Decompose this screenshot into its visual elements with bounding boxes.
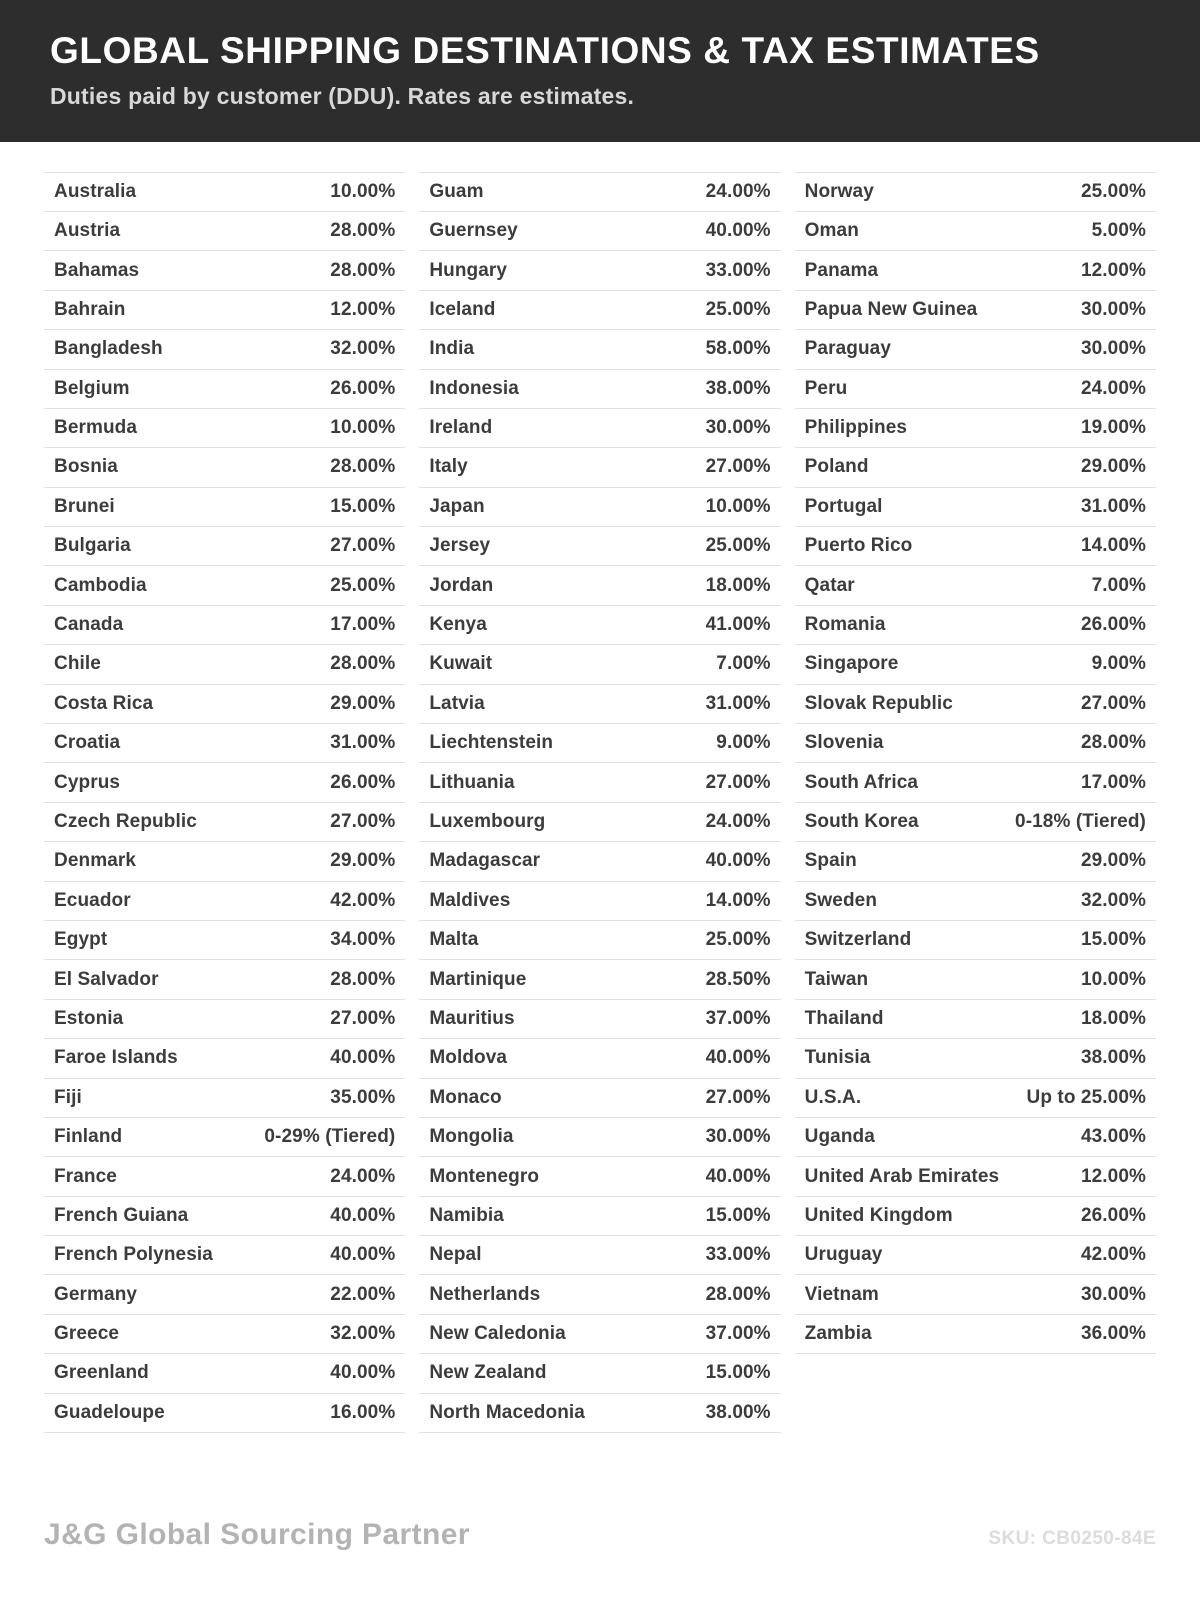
table-row <box>44 803 405 842</box>
country-name: Indonesia <box>429 377 519 399</box>
country-name: Fiji <box>54 1086 82 1108</box>
table-row <box>419 488 780 527</box>
tax-rate: 35.00% <box>330 1086 396 1108</box>
table-row <box>419 527 780 566</box>
table-row <box>795 1000 1156 1039</box>
tax-rate: 41.00% <box>705 614 771 636</box>
table-row <box>44 488 405 527</box>
country-name: Monaco <box>429 1086 502 1108</box>
table-row <box>44 921 405 960</box>
country-name: Guernsey <box>429 220 518 242</box>
table-row <box>419 1157 780 1196</box>
tax-rate: 27.00% <box>330 1007 396 1029</box>
tax-rate: 25.00% <box>705 535 771 557</box>
country-name: Cyprus <box>54 771 121 793</box>
country-name: New Zealand <box>429 1362 547 1384</box>
country-name: Taiwan <box>804 968 869 990</box>
tax-rate: 37.00% <box>705 1323 771 1345</box>
tax-rate: 28.00% <box>330 220 396 242</box>
table-row <box>795 842 1156 881</box>
table-row <box>44 1236 405 1275</box>
tax-rate: 26.00% <box>1080 614 1146 636</box>
tax-rate: 34.00% <box>330 929 396 951</box>
country-name: United Arab Emirates <box>804 1165 1000 1187</box>
country-name: Lithuania <box>429 771 515 793</box>
table-row <box>44 448 405 487</box>
tax-rate: 32.00% <box>1080 889 1146 911</box>
table-row <box>419 409 780 448</box>
tax-rate: 14.00% <box>705 889 771 911</box>
table-row <box>44 212 405 251</box>
table-row <box>795 645 1156 684</box>
country-name: Bulgaria <box>54 535 131 557</box>
tax-rate: 25.00% <box>330 574 396 596</box>
tax-rate: 26.00% <box>330 377 396 399</box>
tax-rate: 24.00% <box>705 810 771 832</box>
country-name: Germany <box>54 1283 138 1305</box>
country-name: Egypt <box>54 929 108 951</box>
rates-table <box>0 142 1200 1518</box>
country-name: Estonia <box>54 1007 124 1029</box>
tax-rate: 32.00% <box>330 1323 396 1345</box>
table-row <box>795 173 1156 212</box>
table-row <box>419 1039 780 1078</box>
tax-rate: 38.00% <box>705 377 771 399</box>
tax-rate: 29.00% <box>330 692 396 714</box>
tax-rate: 14.00% <box>1080 535 1146 557</box>
tax-rate: 40.00% <box>330 1047 396 1069</box>
country-name: Guadeloupe <box>54 1401 165 1423</box>
table-row <box>419 370 780 409</box>
country-name: Japan <box>429 495 485 517</box>
country-name: Namibia <box>429 1204 504 1226</box>
table-row <box>419 173 780 212</box>
country-name: South Korea <box>804 810 919 832</box>
tax-rate: Up to 25.00% <box>1026 1086 1146 1108</box>
tax-rate: 28.50% <box>705 968 771 990</box>
tax-rate: 31.00% <box>330 732 396 754</box>
table-row <box>44 173 405 212</box>
table-row <box>44 527 405 566</box>
country-name: French Polynesia <box>54 1244 213 1266</box>
table-row <box>795 251 1156 290</box>
country-name: Mauritius <box>429 1007 515 1029</box>
table-row <box>44 1354 405 1393</box>
tax-rate: 10.00% <box>705 495 771 517</box>
tax-rate: 40.00% <box>330 1244 396 1266</box>
tax-rate: 40.00% <box>705 1165 771 1187</box>
country-name: Puerto Rico <box>804 535 913 557</box>
tax-rate: 27.00% <box>1080 692 1146 714</box>
country-name: French Guiana <box>54 1204 189 1226</box>
table-row <box>44 1157 405 1196</box>
country-name: Philippines <box>804 417 908 439</box>
tax-rate: 5.00% <box>1091 220 1146 242</box>
table-row <box>795 763 1156 802</box>
table-row <box>795 488 1156 527</box>
table-column-3 <box>795 172 1156 1355</box>
tax-rate: 7.00% <box>716 653 771 675</box>
country-name: Moldova <box>429 1047 508 1069</box>
tax-rate: 25.00% <box>1080 180 1146 202</box>
tax-rate: 30.00% <box>705 417 771 439</box>
tax-rate: 7.00% <box>1091 574 1146 596</box>
table-row <box>795 724 1156 763</box>
tax-rate: 36.00% <box>1080 1323 1146 1345</box>
tax-rate: 33.00% <box>705 1244 771 1266</box>
country-name: Bahamas <box>54 259 140 281</box>
country-name: Nepal <box>429 1244 482 1266</box>
country-name: Italy <box>429 456 468 478</box>
table-row <box>419 1394 780 1433</box>
tax-rate: 58.00% <box>705 338 771 360</box>
country-name: Spain <box>804 850 857 872</box>
table-row <box>795 1197 1156 1236</box>
tax-rate: 32.00% <box>330 338 396 360</box>
tax-rate: 28.00% <box>1080 732 1146 754</box>
table-row <box>795 291 1156 330</box>
country-name: Bahrain <box>54 298 126 320</box>
table-row <box>795 1275 1156 1314</box>
country-name: Latvia <box>429 692 485 714</box>
tax-rate: 16.00% <box>330 1401 396 1423</box>
table-column-2 <box>419 172 780 1434</box>
country-name: Mongolia <box>429 1126 514 1148</box>
tax-rate: 30.00% <box>1080 298 1146 320</box>
tax-rate: 30.00% <box>705 1126 771 1148</box>
table-row <box>795 921 1156 960</box>
table-row <box>44 842 405 881</box>
country-name: Belgium <box>54 377 130 399</box>
table-row <box>44 685 405 724</box>
country-name: Norway <box>804 180 874 202</box>
country-name: Sweden <box>804 889 878 911</box>
tax-rate: 33.00% <box>705 259 771 281</box>
tax-rate: 27.00% <box>705 771 771 793</box>
tax-rate: 29.00% <box>1080 850 1146 872</box>
table-row <box>795 409 1156 448</box>
tax-rate: 10.00% <box>330 417 396 439</box>
country-name: Maldives <box>429 889 511 911</box>
country-name: South Africa <box>804 771 919 793</box>
country-name: Bangladesh <box>54 338 163 360</box>
table-row <box>419 1000 780 1039</box>
tax-rate: 9.00% <box>1091 653 1146 675</box>
country-name: Brunei <box>54 495 115 517</box>
table-row <box>419 1275 780 1314</box>
table-row <box>419 724 780 763</box>
tax-rate: 22.00% <box>330 1283 396 1305</box>
country-name: Finland <box>54 1126 123 1148</box>
table-row <box>419 685 780 724</box>
table-row <box>795 1315 1156 1354</box>
country-name: Tunisia <box>804 1047 871 1069</box>
country-name: Portugal <box>804 495 883 517</box>
brand-name: J&G Global Sourcing Partner <box>44 1518 470 1551</box>
country-name: Croatia <box>54 732 121 754</box>
country-name: Austria <box>54 220 121 242</box>
tax-rate: 18.00% <box>705 574 771 596</box>
tax-rate: 40.00% <box>705 850 771 872</box>
table-row <box>419 1236 780 1275</box>
country-name: Liechtenstein <box>429 732 554 754</box>
page-subtitle: Duties paid by customer (DDU). Rates are estimates. <box>50 82 635 109</box>
table-row <box>44 1118 405 1157</box>
table-row <box>419 960 780 999</box>
country-name: U.S.A. <box>804 1086 862 1108</box>
table-row <box>44 1197 405 1236</box>
table-row <box>419 1118 780 1157</box>
tax-rate: 15.00% <box>1080 929 1146 951</box>
country-name: Oman <box>804 220 859 242</box>
tax-rate: 10.00% <box>1080 968 1146 990</box>
tax-rate: 26.00% <box>330 771 396 793</box>
table-row <box>44 645 405 684</box>
tax-rate: 12.00% <box>1080 259 1146 281</box>
tax-rate: 40.00% <box>330 1204 396 1226</box>
tax-rate: 10.00% <box>330 180 396 202</box>
table-row <box>419 212 780 251</box>
table-row <box>419 1197 780 1236</box>
country-name: Ireland <box>429 417 493 439</box>
tax-rate: 19.00% <box>1080 417 1146 439</box>
country-name: Romania <box>804 614 886 636</box>
table-row <box>44 1275 405 1314</box>
country-name: Uruguay <box>804 1244 883 1266</box>
country-name: Singapore <box>804 653 899 675</box>
country-name: Denmark <box>54 850 137 872</box>
country-name: Papua New Guinea <box>804 298 978 320</box>
tax-rate: 12.00% <box>330 298 396 320</box>
table-row <box>419 1315 780 1354</box>
table-row <box>795 527 1156 566</box>
country-name: Bosnia <box>54 456 118 478</box>
table-row <box>419 291 780 330</box>
table-row <box>795 370 1156 409</box>
country-name: Chile <box>54 653 101 675</box>
tax-rate: 25.00% <box>705 929 771 951</box>
tax-rate: 40.00% <box>705 220 771 242</box>
table-row <box>44 606 405 645</box>
country-name: Montenegro <box>429 1165 540 1187</box>
country-name: Greenland <box>54 1362 149 1384</box>
table-row <box>44 1000 405 1039</box>
table-row <box>419 606 780 645</box>
country-name: Hungary <box>429 259 508 281</box>
country-name: Zambia <box>804 1323 872 1345</box>
page-title: GLOBAL SHIPPING DESTINATIONS & TAX ESTIMATES <box>50 30 1040 71</box>
country-name: Kenya <box>429 614 487 636</box>
tax-rate: 0-18% (Tiered) <box>1015 810 1146 832</box>
country-name: Netherlands <box>429 1283 541 1305</box>
country-name: Faroe Islands <box>54 1047 178 1069</box>
tax-rate: 38.00% <box>1080 1047 1146 1069</box>
tax-rate: 26.00% <box>1080 1204 1146 1226</box>
country-name: Qatar <box>804 574 855 596</box>
sku-label: SKU: CB0250-84E <box>988 1528 1156 1549</box>
table-row <box>44 960 405 999</box>
country-name: Ecuador <box>54 889 131 911</box>
country-name: Luxembourg <box>429 810 546 832</box>
tax-rate: 42.00% <box>1080 1244 1146 1266</box>
table-row <box>795 448 1156 487</box>
country-name: Jordan <box>429 574 494 596</box>
table-row <box>795 1157 1156 1196</box>
table-row <box>795 1236 1156 1275</box>
table-row <box>44 370 405 409</box>
country-name: El Salvador <box>54 968 159 990</box>
country-name: Slovak Republic <box>804 692 953 714</box>
table-row <box>419 645 780 684</box>
tax-rate: 29.00% <box>330 850 396 872</box>
table-row <box>419 763 780 802</box>
country-name: Poland <box>804 456 869 478</box>
table-row <box>795 882 1156 921</box>
table-row <box>795 1118 1156 1157</box>
tax-rate: 17.00% <box>330 614 396 636</box>
tax-rate: 29.00% <box>1080 456 1146 478</box>
table-row <box>419 251 780 290</box>
tax-rate: 15.00% <box>705 1204 771 1226</box>
table-row <box>419 566 780 605</box>
country-name: Switzerland <box>804 929 912 951</box>
table-row <box>795 330 1156 369</box>
table-row <box>419 1079 780 1118</box>
table-row <box>44 330 405 369</box>
tax-rate: 27.00% <box>330 535 396 557</box>
footer <box>0 1518 1200 1600</box>
table-row <box>44 1394 405 1433</box>
country-name: Jersey <box>429 535 491 557</box>
table-row <box>795 212 1156 251</box>
tax-rate: 12.00% <box>1080 1165 1146 1187</box>
tax-rate: 31.00% <box>1080 495 1146 517</box>
tax-rate: 28.00% <box>330 259 396 281</box>
country-name: Thailand <box>804 1007 884 1029</box>
table-row <box>44 409 405 448</box>
table-row <box>795 1039 1156 1078</box>
country-name: Peru <box>804 377 848 399</box>
tax-rate: 28.00% <box>330 653 396 675</box>
country-name: Guam <box>429 180 484 202</box>
tax-rate: 18.00% <box>1080 1007 1146 1029</box>
country-name: Malta <box>429 929 479 951</box>
table-row <box>419 882 780 921</box>
country-name: Greece <box>54 1323 120 1345</box>
table-row <box>419 842 780 881</box>
table-row <box>795 606 1156 645</box>
tax-rate: 40.00% <box>330 1362 396 1384</box>
tax-rate: 42.00% <box>330 889 396 911</box>
tax-rate: 28.00% <box>330 968 396 990</box>
country-name: North Macedonia <box>429 1401 585 1423</box>
country-name: Costa Rica <box>54 692 154 714</box>
country-name: Kuwait <box>429 653 493 675</box>
table-row <box>44 882 405 921</box>
table-row <box>44 724 405 763</box>
country-name: Bermuda <box>54 417 138 439</box>
tax-rate: 15.00% <box>705 1362 771 1384</box>
table-row <box>44 251 405 290</box>
tax-rate: 9.00% <box>716 732 771 754</box>
header-banner <box>0 0 1200 142</box>
tax-rate: 28.00% <box>330 456 396 478</box>
tax-rate: 43.00% <box>1080 1126 1146 1148</box>
table-row <box>44 1315 405 1354</box>
tax-rate: 27.00% <box>705 1086 771 1108</box>
country-name: Slovenia <box>804 732 884 754</box>
tax-rate: 31.00% <box>705 692 771 714</box>
country-name: Canada <box>54 614 124 636</box>
country-name: India <box>429 338 475 360</box>
tax-rate: 28.00% <box>705 1283 771 1305</box>
table-row <box>44 1039 405 1078</box>
table-row <box>419 330 780 369</box>
tax-rate: 25.00% <box>705 298 771 320</box>
country-name: Iceland <box>429 298 496 320</box>
country-name: New Caledonia <box>429 1323 566 1345</box>
table-row <box>795 685 1156 724</box>
table-row <box>44 566 405 605</box>
table-row <box>44 763 405 802</box>
table-row <box>44 291 405 330</box>
table-row <box>419 448 780 487</box>
country-name: Paraguay <box>804 338 892 360</box>
tax-rate: 24.00% <box>330 1165 396 1187</box>
tax-rate: 30.00% <box>1080 338 1146 360</box>
country-name: Madagascar <box>429 850 541 872</box>
table-column-1 <box>44 172 405 1434</box>
tax-rate: 24.00% <box>1080 377 1146 399</box>
table-row <box>419 921 780 960</box>
tax-rate: 15.00% <box>330 495 396 517</box>
country-name: Uganda <box>804 1126 875 1148</box>
country-name: Panama <box>804 259 879 281</box>
table-row <box>419 1354 780 1393</box>
tax-rate: 37.00% <box>705 1007 771 1029</box>
tax-rate: 27.00% <box>330 810 396 832</box>
table-row <box>795 803 1156 842</box>
country-name: Czech Republic <box>54 810 197 832</box>
country-name: United Kingdom <box>804 1204 953 1226</box>
country-name: Martinique <box>429 968 527 990</box>
tax-rate: 38.00% <box>705 1401 771 1423</box>
table-row <box>44 1079 405 1118</box>
table-row <box>795 960 1156 999</box>
table-row <box>419 803 780 842</box>
tax-rate: 24.00% <box>705 180 771 202</box>
table-row <box>795 566 1156 605</box>
country-name: Cambodia <box>54 574 147 596</box>
table-row <box>795 1079 1156 1118</box>
tax-rate: 27.00% <box>705 456 771 478</box>
tax-rate: 40.00% <box>705 1047 771 1069</box>
tax-rate: 17.00% <box>1080 771 1146 793</box>
country-name: Australia <box>54 180 137 202</box>
tax-rate: 30.00% <box>1080 1283 1146 1305</box>
country-name: Vietnam <box>804 1283 879 1305</box>
country-name: France <box>54 1165 117 1187</box>
tax-rate: 0-29% (Tiered) <box>264 1126 396 1148</box>
